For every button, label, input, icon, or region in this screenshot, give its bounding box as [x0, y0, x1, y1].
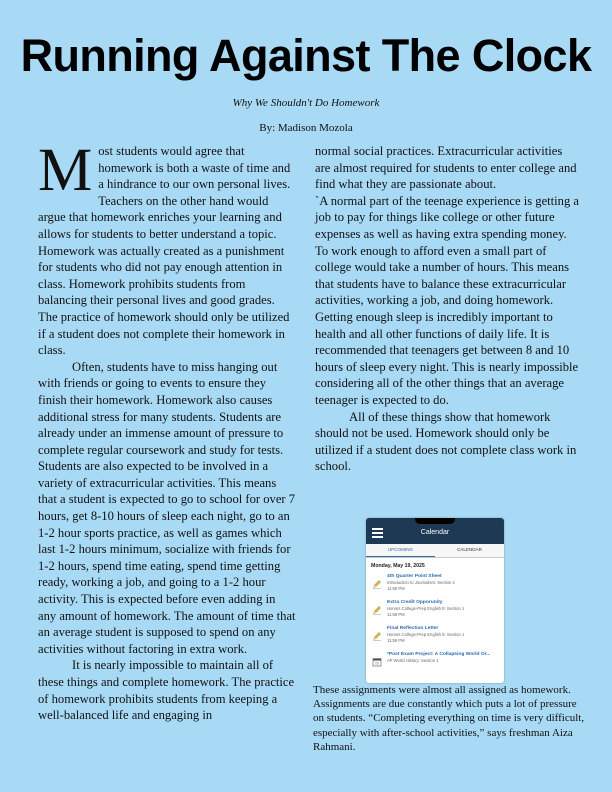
assignment-due-time: 11:59 PM: [387, 637, 405, 643]
tab-upcoming[interactable]: UPCOMING: [366, 544, 435, 557]
assignment-course: AP World History: Section 1: [387, 658, 439, 663]
assignment-course: Introduction to Journalism: Section 2: [387, 580, 455, 585]
calendar-icon: [372, 654, 382, 664]
phone-notch: [415, 518, 455, 524]
pencil-icon: [372, 602, 382, 612]
paragraph-2: Often, students have to miss hanging out with friends or going to events to ensure they finish their homework. Homework also causes additional stress for many students. Students are already under an immense amount of pressure to complete regular coursework and study for tests. Students are also expected to be involved in a variety of extracurricular activities. This means that a student is expected to go to school for over 7 hours, get 8-10 hours of sleep each night, go to an 1-2 hour sports practice, as well as games which last 1-2 hours minimum, socialize with friends for 1-2 hours, spend time eating, spend time getting ready, working a job, and going to a 1-2 hour activity. This is expected before even adding in any amount of homework. The amount of time that an average student is supposed to spend on any activities without factoring in extra work.: [38, 359, 296, 656]
drop-cap: M: [38, 137, 93, 204]
paragraph-6: All of these things show that homework should not be used. Homework should only be utilized if a student does not complete class work in school.: [315, 409, 577, 474]
image-caption: These assignments were almost all assigned as homework. Assignments are due constantly which puts a lot of pressure on students. “Completing everything on time is very difficult, especially with after-school activities,” says freshman Aiza Rahmani.: [313, 684, 585, 753]
assignment-item[interactable]: [366, 571, 504, 597]
left-column: [38, 137, 296, 724]
calendar-tabs: [366, 544, 504, 558]
subtitle: Why We Shouldn't Do Homework: [232, 97, 380, 109]
tab-calendar[interactable]: CALENDAR: [456, 547, 483, 552]
pencil-icon: [372, 576, 382, 586]
right-column: [315, 143, 580, 475]
date-heading: Monday, May 19, 2025: [371, 563, 425, 569]
assignment-item[interactable]: [366, 649, 504, 675]
assignment-item[interactable]: [366, 597, 504, 623]
assignment-item[interactable]: [366, 623, 504, 649]
assignment-title: Final Reflection Letter: [387, 626, 439, 631]
assignment-title: Extra Credit Opporunity: [387, 600, 443, 605]
assignment-title: *Post Exam Project: A Collapsing World Or...: [387, 652, 491, 657]
calendar-screenshot: [366, 518, 504, 683]
byline: By: Madison Mozola: [259, 122, 353, 134]
paragraph-4: normal social practices. Extracurricular activities are almost required for students to enter college and find what they are passionate about.: [315, 144, 577, 192]
paragraph-5: `A normal part of the teenage experience is getting a job to pay for things like college or other future expenses as well as having extra spending money. To work enough to afford even a small part of college would take a number of hours. This means that students have to balance these extracurricular activities, working a job, and doing homework. Getting enough sleep is incredibly important to health and all other functions of daily life. It is recommended that teenagers get between 8 and 10 hours of sleep every night. This is nearly impossible considering all of the other things that an average teenager is expected to do.: [315, 193, 580, 407]
assignment-due-time: 11:59 PM: [387, 611, 405, 617]
page-title: Running Against The Clock: [20, 30, 592, 81]
assignment-course: Honors College-Prep English 9: Section 1: [387, 606, 465, 611]
calendar-header: [366, 518, 504, 544]
assignment-due-time: 11:59 PM: [387, 585, 405, 591]
calendar-title: Calendar: [420, 529, 450, 536]
assignment-list: [366, 571, 504, 675]
assignment-course: Honors College-Prep English 9: Section 1: [387, 632, 465, 637]
pencil-icon: [372, 628, 382, 638]
paragraph-1: [38, 137, 296, 359]
assignment-title: 4th Quarter Point Sheet: [387, 574, 442, 579]
paragraph-1-text: ost students would agree that homework is both a waste of time and a hindrance to our own personal lives. Teachers on the other hand would argue that homework enriches your learning and allows for students to better understand a topic. Homework was actually created as a punishment for students who did not pay enough attention in class. Homework prohibits students from balancing their personal lives and good grades. The practice of homework should only be utilized if a student does not complete their homework in class.: [38, 144, 291, 358]
paragraph-3: It is nearly impossible to maintain all of these things and complete homework. The practice of homework prohibits students from keeping a well-balanced life and engaging in: [38, 658, 295, 723]
